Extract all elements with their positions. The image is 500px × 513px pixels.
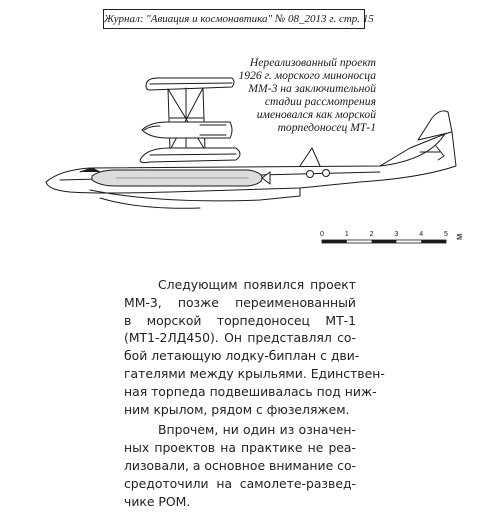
- caption-line: стадии рассмотрения: [264, 95, 376, 108]
- scale-tick-label: 3: [394, 231, 399, 238]
- text-line: гателями между крыльями. Единствен-: [124, 365, 385, 381]
- text-line: средоточили на самолете-развед-: [124, 475, 356, 491]
- article-text: [124, 276, 385, 513]
- scale-tick-label: 5: [444, 231, 448, 238]
- upper-wing: [146, 78, 234, 90]
- paragraph: [124, 276, 385, 418]
- scale-tick-label: 2: [369, 231, 374, 238]
- text-line: ним крылом, рядом с фюзеляжем.: [124, 401, 350, 417]
- text-line: (МТ1-2ЛД450). Он представлял со-: [124, 330, 356, 346]
- caption-line: торпедоносец МТ-1: [277, 121, 376, 134]
- text-line: чике РОМ.: [124, 493, 191, 509]
- text-line: лизовали, а основное внимание со-: [124, 457, 357, 473]
- scale-tick-label: 1: [344, 231, 349, 238]
- scale-segment: [372, 240, 397, 243]
- caption-line: именовался как морской: [256, 108, 376, 121]
- text-line: Впрочем, ни один из означен-: [158, 422, 356, 438]
- text-line: ММ-3, позже переименованный: [124, 294, 356, 310]
- scale-tick-label: 0: [320, 231, 324, 238]
- scale-segment: [322, 240, 347, 243]
- caption-line: Нереализованный проект: [249, 56, 376, 69]
- source-reference: Журнал: "Авиация и космонавтика" № 08_2013 г. стр. 15: [103, 9, 365, 29]
- lower-wing: [140, 148, 240, 163]
- caption-line: 1926 г. морского миноносца: [238, 69, 376, 82]
- engine-nacelle: [142, 122, 232, 138]
- scale-segment: [421, 240, 446, 243]
- caption-line: ММ-3 на заключительной: [248, 82, 376, 95]
- text-line: в морской торпедоносец МТ-1: [124, 312, 356, 328]
- paragraph: [124, 421, 356, 510]
- torpedo: [92, 170, 270, 186]
- scale-tick-label: 4: [419, 231, 424, 238]
- text-line: Следующим появился проект: [158, 277, 356, 292]
- text-line: ная торпеда подвешивалась под ниж-: [124, 383, 377, 399]
- wing-struts: [160, 88, 216, 150]
- scale-bar: [320, 231, 464, 243]
- text-line: бой летающую лодку-биплан с дви-: [124, 348, 360, 364]
- scale-unit: м: [454, 233, 464, 240]
- text-line: ных проектов на практике не реа-: [124, 440, 356, 456]
